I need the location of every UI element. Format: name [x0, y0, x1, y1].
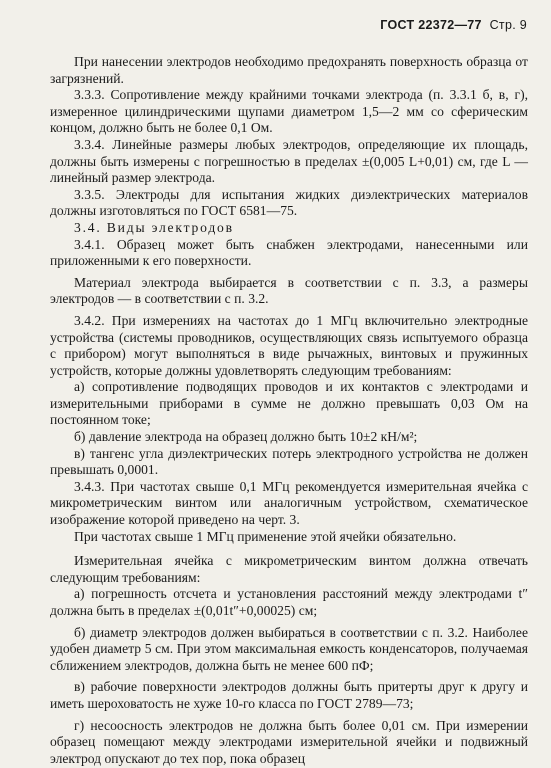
paragraph: 3.3.4. Линейные размеры любых электродов, определяющие их площадь, должны быть измерены с погрешностью в пределах ±(0,005 L+0,01) см, где L — линейный размер электрода.	[50, 136, 528, 186]
paragraph: Измерительная ячейка с микрометрическим винтом должна отвечать следующим требованиям:	[50, 553, 528, 585]
list-item: б) давление электрода на образец должно быть 10±2 кН/м²;	[74, 429, 418, 445]
paragraph: 3.3.5. Электроды для испытания жидких диэлектрических материалов должны изготовляться по ГОСТ 6581—75.	[50, 186, 528, 219]
list-item: в) рабочие поверхности электродов должны быть притерты друг к другу и иметь шероховатость не хуже 10-го класса по ГОСТ 2789—73;	[50, 679, 528, 711]
paragraph: 3.4.3. При частотах свыше 0,1 МГц рекомендуется измерительная ячейка с микрометрическим винтом или аналогичным устройством, схематическое изображение которой приведено на черт. 3.	[50, 478, 528, 528]
page-number: Стр. 9	[489, 18, 527, 32]
list-item: в) тангенс угла диэлектрических потерь электродного устройства не должен превышать 0,0001.	[50, 445, 528, 478]
standard-number: ГОСТ 22372—77	[380, 18, 482, 32]
paragraph: Материал электрода выбирается в соответствии с п. 3.3, а размеры электродов — в соответствии с п. 3.2.	[50, 274, 528, 307]
paragraph: 3.4.1. Образец может быть снабжен электродами, нанесенными или приложенными к его поверхности.	[50, 236, 528, 269]
paragraph: При нанесении электродов необходимо предохранять поверхность образца от загрязнений.	[50, 54, 528, 86]
page-header	[380, 18, 527, 32]
list-item: а) сопротивление подводящих проводов и их контактов с электродами и измерительными приборами в сумме не должно превышать 0,03 Ом на постоянном токе;	[50, 379, 528, 428]
list-item: а) погрешность отсчета и установления расстояний между электродами t″ должна быть в пределах ±(0,01t″+0,00025) см;	[50, 586, 528, 618]
section-heading: 3.4. Виды электродов	[74, 219, 234, 235]
paragraph: 3.3.3. Сопротивление между крайними точками электрода (п. 3.3.1 б, в, г), измеренное цилиндрическими щупами диаметром 1,5—2 мм со сферическим концом, должно быть не более 0,1 Ом.	[50, 87, 528, 136]
list-item: б) диаметр электродов должен выбираться в соответствии с п. 3.2. Наиболее удобен диаметр 5 см. При этом максимальная емкость конденсаторов, получаемая сближением электродов, должна быть не менее 600 пФ;	[50, 624, 528, 673]
list-item: г) несоосность электродов не должна быть более 0,01 см. При измерении образец помещают между электродами измерительной ячейки и подвижный электрод опускают до тех пор, пока образец	[50, 717, 528, 766]
document-body	[50, 54, 528, 767]
paragraph: 3.4.2. При измерениях на частотах до 1 МГц включительно электродные устройства (системы проводников, осуществляющих связь испытуемого образца с прибором) могут выполняться в виде рычажных, винтовых и пружинных устройств, которые должны удовлетворять следующим требованиям:	[50, 312, 528, 378]
paragraph: При частотах свыше 1 МГц применение этой ячейки обязательно.	[74, 528, 457, 544]
